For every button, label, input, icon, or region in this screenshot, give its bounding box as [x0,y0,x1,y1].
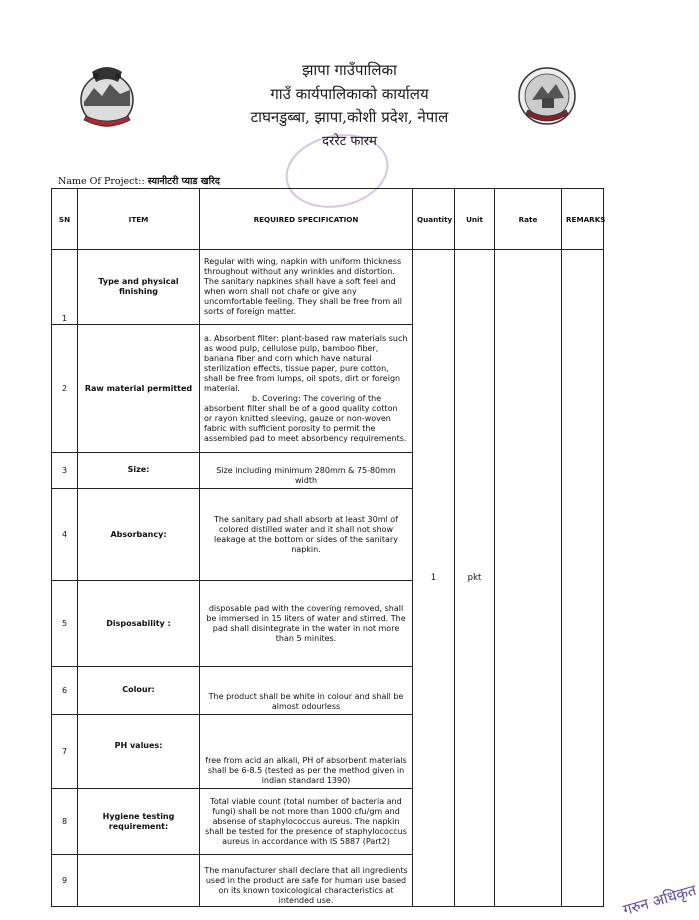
row-sn: 9 [52,855,78,907]
specification-table [51,188,604,907]
header-office-name: गाउँ कार्यपालिकाको कार्यालय [270,85,429,103]
remarks-cell [562,250,604,907]
row-item [78,855,200,907]
col-header-unit: Unit [455,189,495,250]
row-spec: Regular with wing, napkin with uniform thickness throughout without any wrinkles and distortion. The sanitary napkines shall have a soft feel and when worn shall not chafe or give any uncomfortable feeling. They shall be free from all sorts of foreign matter. [200,250,413,325]
row-item: Absorbancy: [78,489,200,581]
col-header-spec: REQUIRED SPECIFICATION [200,189,413,250]
quantity-cell: 1 [413,250,455,907]
header-municipality-name: झापा गाउँपालिका [302,61,397,79]
row-sn: 7 [52,715,78,789]
col-header-item: ITEM [78,189,200,250]
rate-cell [495,250,562,907]
row-spec: Size including minimum 280mm & 75-80mm width [200,453,413,489]
row-spec-part-a: a. Absorbent filter: plant-based raw materials such as wood pulp, cellulose pulp, bamboo fiber, banana fiber and corn which have natural sterilization effects, tissue paper, pure cotton, shall be free from lumps, oil spots, dirt or foreign material. [204,333,408,393]
row-spec: free from acid an alkali, PH of absorbent materials shall be 6-8.5 (tested as per the method given in indian standard 1390) [200,715,413,789]
row-sn: 5 [52,581,78,667]
row-spec: The product shall be white in colour and shall be almost odourless [200,667,413,715]
signature-mark: गरुन अधिकृत [620,880,699,920]
row-item: Hygiene testing requirement: [78,789,200,855]
unit-cell: pkt [455,250,495,907]
col-header-sn: SN [52,189,78,250]
row-item: Size: [78,453,200,489]
row-item: Colour: [78,667,200,715]
row-sn: 2 [52,325,78,453]
row-sn: 1 [52,250,78,325]
project-label: Name Of Project:: [58,176,145,187]
row-sn: 3 [52,453,78,489]
row-item: Disposability : [78,581,200,667]
project-name [58,174,220,187]
row-spec: The sanitary pad shall absorb at least 30ml of colored distilled water and it shall not show leakage at the bottom or sides of the sanitary napkin. [200,489,413,581]
col-header-quantity: Quantity [413,189,455,250]
row-sn: 4 [52,489,78,581]
row-item: PH values: [78,715,200,789]
row-spec-part-b: b. Covering: The covering of the absorbent filter shall be of a good quality cotton or rayon knitted sleeving, gauze or non-woven fabric with sufficient porosity to permit the assembled pad to meet absorbency requirements. [204,393,407,443]
col-header-remarks: REMARKS [562,189,604,250]
row-spec: Total viable count (total number of bacteria and fungi) shall be not more than 1000 cfu/gm and absense of staphylococcus aureus. The napkin shall be tested for the presence of staphylococcus aureus in accordance with IS 5887 (Part2) [200,789,413,855]
header-form-title: दररेट फारम [322,134,377,149]
row-sn: 6 [52,667,78,715]
header-address: टाघनडुब्बा, झापा,कोशी प्रदेश, नेपाल [250,108,449,126]
table-row [52,250,604,325]
row-item: Type and physical finishing [78,250,200,325]
row-spec: The manufacturer shall declare that all ingredients used in the product are safe for human use based on its known toxicological characteristics at intended use. [200,855,413,907]
row-sn: 8 [52,789,78,855]
project-value: स्यानीटरी प्याड खरिद [147,176,220,187]
row-spec: disposable pad with the covering removed, shall be immersed in 15 liters of water and stirred. The pad shall disintegrate in the water in not more than 5 minites. [200,581,413,667]
row-item: Raw material permitted [78,325,200,453]
table-header-row [52,189,604,250]
row-spec [200,325,413,453]
col-header-rate: Rate [495,189,562,250]
